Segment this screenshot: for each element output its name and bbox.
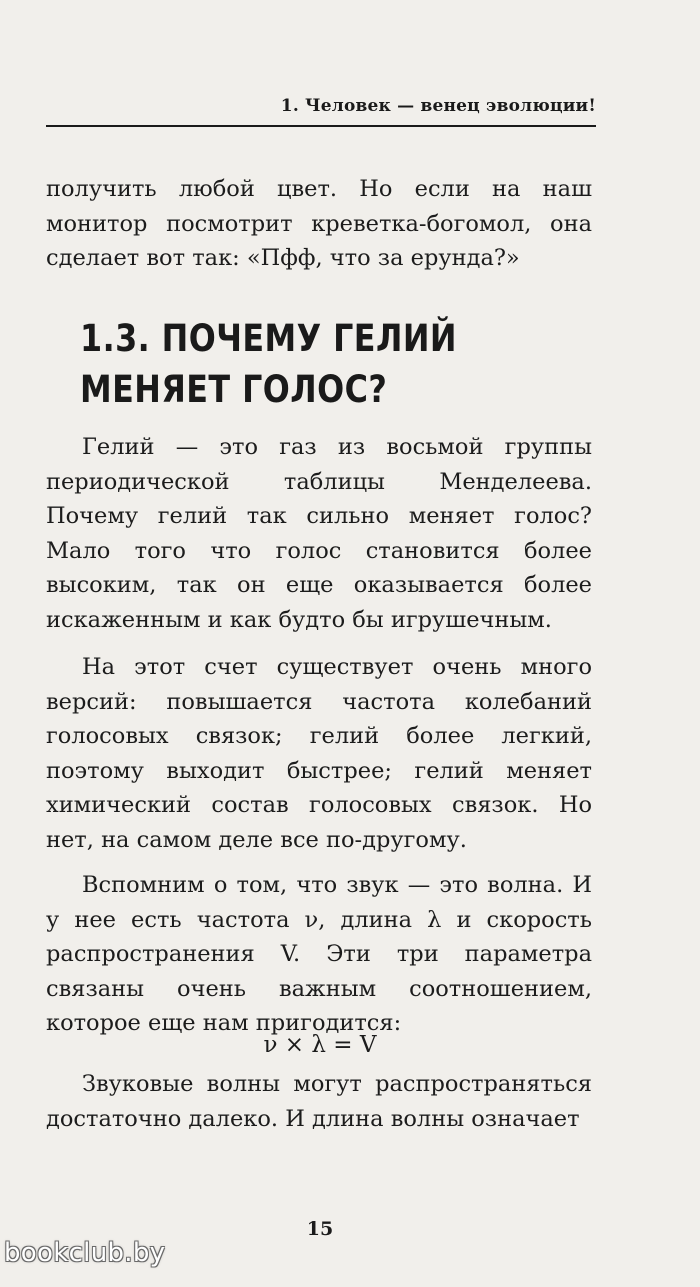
paragraph-helium-intro: Гелий — это газ из восьмой группы периодической таблицы Менделеева. Почему гелий так сильно меняет голос? Мало того что голос становится более высоким, так он еще оказывается более искаженным и как будто бы игрушечным.: [46, 434, 592, 633]
section-heading: 1.3. ПОЧЕМУ ГЕЛИЙ МЕНЯЕТ ГОЛОС?: [80, 317, 457, 411]
formula: ν × λ = V: [263, 1032, 377, 1058]
paragraph-sound-propagation: Звуковые волны могут распространяться достаточно далеко. И длина волны означает: [46, 1071, 592, 1132]
header-rule: [46, 125, 596, 127]
running-header: 1. Человек — венец эволюции!: [280, 96, 596, 116]
continuation-paragraph: получить любой цвет. Но если на наш монитор посмотрит креветка-богомол, она сделает вот так: «Пфф, что за ерунда?»: [46, 176, 592, 271]
paragraph-versions: На этот счет существует очень много версий: повышается частота колебаний голосовых связок; гелий более легкий, поэтому выходит быстрее; гелий меняет химический состав голосовых связок. Но нет, на самом деле все по-другому.: [46, 654, 592, 853]
watermark: bookclub.by: [4, 1238, 166, 1268]
paragraph-sound-wave: Вспомним о том, что звук — это волна. И у нее есть частота ν, длина λ и скорость распространения V. Эти три параметра связаны очень важным соотношением, которое еще нам пригодится:: [46, 872, 592, 1036]
page-number: 15: [306, 1218, 334, 1240]
